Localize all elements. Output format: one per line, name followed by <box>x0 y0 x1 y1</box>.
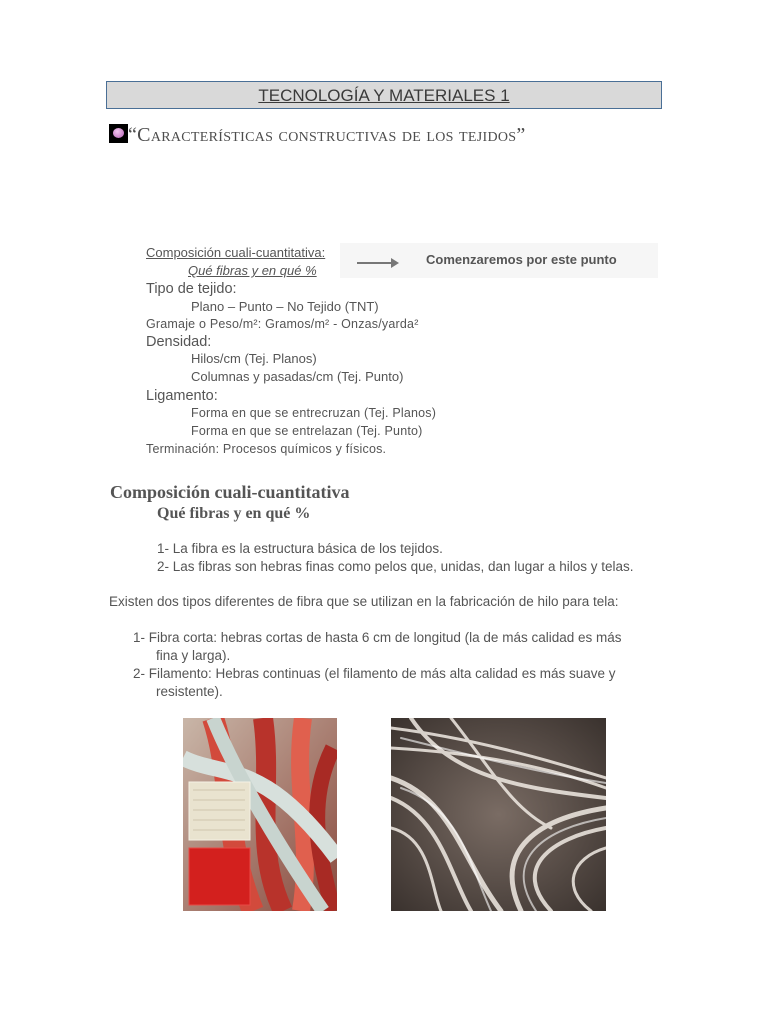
fiber-type-1-line-2: fina y larga). <box>156 648 231 663</box>
fiber-type-2-line-2: resistente). <box>156 684 223 699</box>
outline-item-finishing: Terminación: Procesos químicos y físicos. <box>146 442 387 456</box>
document-title: “Características constructivas de los tejidos” <box>128 124 526 146</box>
point-1: 1- La fibra es la estructura básica de los tejidos. <box>157 541 443 556</box>
outline-sub-composition: Qué fibras y en qué % <box>188 263 317 278</box>
section-subheading: Qué fibras y en qué % <box>157 505 311 522</box>
outline-sub-weave-1: Forma en que se entrecruzan (Tej. Planos) <box>191 406 437 420</box>
section-heading: Composición cuali-cuantitativa <box>110 482 350 502</box>
filament-strands-illustration <box>391 718 606 911</box>
bullet-icon <box>109 124 128 143</box>
outline-sub-density-2: Columnas y pasadas/cm (Tej. Punto) <box>191 369 404 384</box>
fiber-type-1-line-1: 1- Fibra corta: hebras cortas de hasta 6 cm de longitud (la de más calidad es más <box>133 630 622 645</box>
outline-item-composition: Composición cuali-cuantitativa: <box>146 245 326 260</box>
outline-sub-density-1: Hilos/cm (Tej. Planos) <box>191 351 317 366</box>
filament-strands-photo <box>391 718 606 911</box>
outline-item-density: Densidad: <box>146 334 212 350</box>
course-title: TECNOLOGÍA Y MATERIALES 1 <box>258 86 510 105</box>
fiber-closeup-photo <box>183 718 337 911</box>
document-title-row <box>109 124 526 147</box>
note-text: Comenzaremos por este punto <box>426 252 617 267</box>
point-2: 2- Las fibras son hebras finas como pelos que, unidas, dan lugar a hilos y telas. <box>157 559 634 574</box>
outline-sub-weave-2: Forma en que se entrelazan (Tej. Punto) <box>191 424 423 438</box>
outline-sub-fabric-type: Plano – Punto – No Tejido (TNT) <box>191 299 379 314</box>
arrow-right-icon <box>357 262 393 264</box>
outline-item-weave: Ligamento: <box>146 388 218 404</box>
fiber-type-2-line-1: 2- Filamento: Hebras continuas (el filamento de más alta calidad es más suave y <box>133 666 616 681</box>
fiber-closeup-illustration <box>183 718 337 911</box>
outline-item-fabric-type: Tipo de tejido: <box>146 281 237 297</box>
header-banner <box>106 81 662 109</box>
outline-item-weight: Gramaje o Peso/m²: Gramos/m² - Onzas/yarda² <box>146 317 419 331</box>
fiber-types-paragraph: Existen dos tipos diferentes de fibra que se utilizan en la fabricación de hilo para tela: <box>109 594 619 609</box>
